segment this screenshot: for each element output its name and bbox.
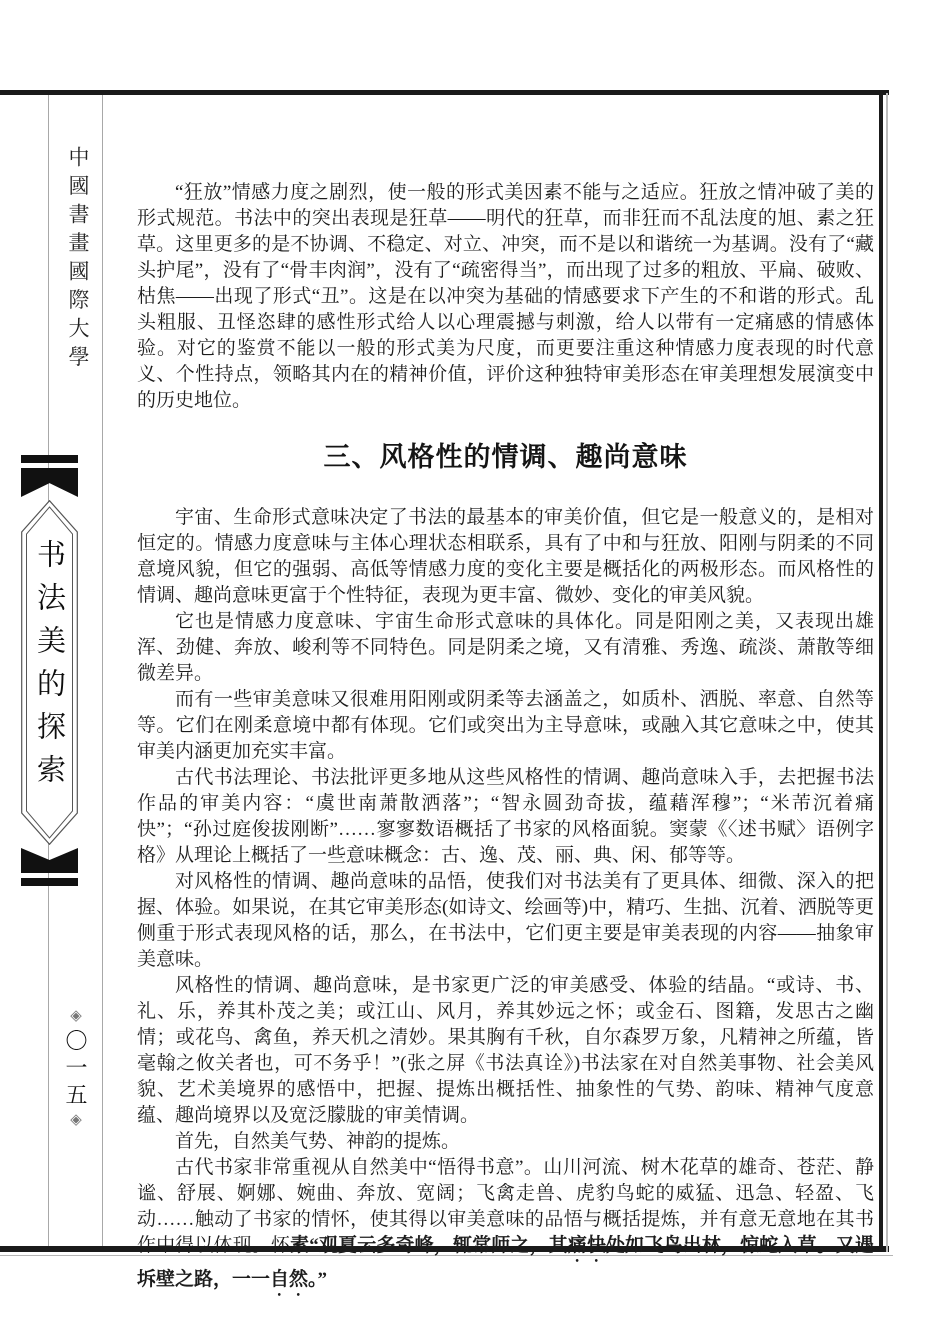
right-rule-shadow: [886, 93, 888, 1252]
banner-bottom-bar: [21, 878, 78, 886]
banner-book-title: 书法美的探索: [33, 539, 65, 797]
paragraph-2: 宇宙、生命形式意味决定了书法的最基本的审美价值，但它是一般意义的，是相对恒定的。情感力度意味与主体心理状态相联系，具有了中和与狂放、阳刚与阴柔的不同意境风貌，但它的强弱、高低等情感力度的变化主要是概括化的两极形态。而风格性的情调、趣尚意味更富于个性特征，表现为更丰富、微妙、变化的审美风貌。: [137, 507, 874, 606]
paragraph-9-emphasis-1: 痛快: [567, 1235, 607, 1256]
paragraph-9-emphasis-2: 自然: [270, 1269, 309, 1290]
top-rule: [0, 90, 889, 95]
paragraph-5: 古代书法理论、书法批评更多地从这些风格性的情调、趣尚意味入手，去把握书法作品的审美内容：“虞世南萧散洒落”；“智永圆劲奇拔，蕴藉浑穆”；“米芾沉着痛快”；“孙过庭俊拔刚断”……寥寥数语概括了书家的风格面貌。窦蒙《〈述书赋〉语例字格》从理论上概括了一些意味概念：古、逸、茂、丽、典、闲、郁等等。: [137, 767, 874, 866]
book-spine-banner: [21, 455, 78, 886]
paragraph-9-quote-1: 素“观夏云多奇峰，辄常师之，其: [290, 1235, 568, 1256]
paragraph-6: 对风格性的情调、趣尚意味的品悟，使我们对书法美有了更具体、细微、深入的把握、体验。如果说，在其它审美形态(如诗文、绘画等)中，精巧、生拙、沉着、洒脱等更侧重于形式表现风格的话，那么，在书法中，它们更主要是审美表现的内容——抽象审美意味。: [137, 871, 874, 970]
paragraph-4: 而有一些审美意味又很难用阳刚或阴柔等去涵盖之，如质朴、洒脱、率意、自然等等。它们在刚柔意境中都有体现。它们或突出为主导意味，或融入其它意味之中，使其审美内涵更加充实丰富。: [137, 689, 874, 762]
paragraph-7: 风格性的情调、趣尚意味，是书家更广泛的审美感受、体验的结晶。“或诗、书、礼、乐，养其朴茂之美；或江山、风月，养其妙远之怀；或金石、图籍，发思古之幽情；或花鸟、禽鱼，养天机之清妙。果其胸有千秋，自尔森罗万象，凡精神之所蕴，皆毫翰之攸关者也，可不务乎！”(张之屏《书法真诠》)书法家在对自然美事物、社会美风貌、艺术美境界的感悟中，把握、提炼出概括性、抽象性的气势、韵味、精神气度意蕴、趣尚境界以及宽泛朦胧的审美情调。: [137, 975, 874, 1126]
university-label: 中國書畫國際大學: [66, 146, 90, 374]
folio-ornament-bottom: ◈: [67, 1110, 83, 1133]
paragraph-1: “狂放”情感力度之剧烈，使一般的形式美因素不能与之适应。狂放之情冲破了美的形式规范。书法中的突出表现是狂草——明代的狂草，而非狂而不乱法度的旭、素之狂草。这里更多的是不协调、不稳定、对立、冲突，而不是以和谐统一为基调。没有了“藏头护尾”，没有了“骨丰肉润”，没有了“疏密得当”，而出现了过多的粗放、平扁、破败、枯焦——出现了形式“丑”。这是在以冲突为基础的情感要求下产生的不和谐的形式。乱头粗服、丑怪恣肆的感性形式给人以心理震撼与刺激，给人以带有一定痛感的情感体验。对它的鉴赏不能以一般的形式美为尺度，而更要注重这种情感力度表现的时代意义、个性持点，领略其内在的精神价值，评价这种独特审美形态在审美理想发展演变中的历史地位。: [137, 182, 874, 411]
sidebar-line-right: [102, 95, 103, 1246]
paragraph-8: 首先，自然美气势、神韵的提炼。: [175, 1131, 461, 1152]
right-rule: [879, 90, 883, 1252]
folio-page-number: [62, 1006, 88, 1133]
banner-top-bar: [21, 455, 78, 463]
article-body: [137, 180, 874, 1301]
banner-top-ribbon: [21, 468, 78, 497]
folio-number: 〇一五: [63, 1029, 88, 1110]
folio-ornament-top: ◈: [67, 1006, 83, 1029]
paragraph-9-lead: 古代书家非常重视从自然美中“悟得书意”。山川河流、树木花草的雄奇、苍茫、静谧、舒展、婀娜、婉曲、奔放、宽阔；飞禽走兽、虎豹鸟蛇的威猛、迅急、轻盈、飞动……触动了书家的情怀，使其得以审美意味的品悟与概括提炼，并有意无意地在其书作中得以体现。怀: [137, 1157, 874, 1256]
paragraph-3: 它也是情感力度意味、宇宙生命形式意味的具体化。同是阳刚之美，又表现出雄浑、劲健、奔放、峻利等不同特色。同是阴柔之境，又有清雅、秀逸、疏淡、萧散等细微差异。: [137, 611, 874, 684]
paragraph-9: [137, 1155, 874, 1301]
paragraph-9-quote-2: 处如飞鸟出林，惊蛇入草。又遇坼壁之路，一一: [137, 1235, 874, 1290]
banner-bottom-ribbon: [21, 848, 78, 873]
paragraph-9-quote-3: 。”: [308, 1269, 328, 1290]
section-heading: 三、风格性的情调、趣尚意味: [323, 442, 688, 472]
